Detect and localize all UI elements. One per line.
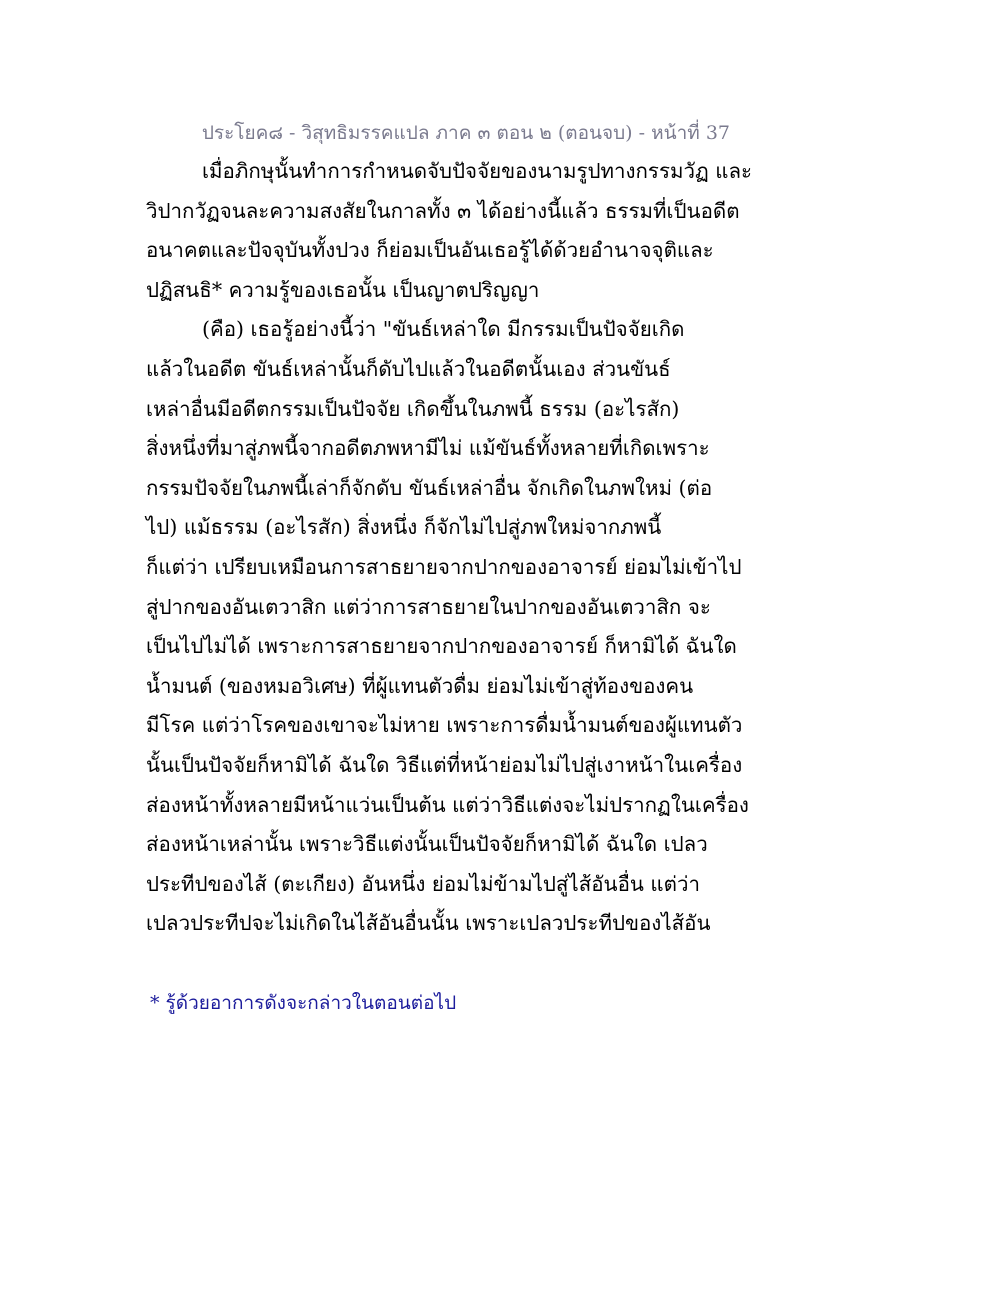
text-line: วิปากวัฏจนละความสงสัยในกาลทั้ง ๓ ได้อย่างนี้แล้ว ธรรมที่เป็นอดีต [146,198,740,223]
text-line: น้ำมนต์ (ของหมอวิเศษ) ที่ผู้แทนตัวดื่ม ย่อมไม่เข้าสู่ท้องของคน [146,673,694,698]
text-line: มีโรค แต่ว่าโรคของเขาจะไม่หาย เพราะการดื่มน้ำมนต์ของผู้แทนตัว [146,713,743,738]
text-line: ปฏิสนธิ* ความรู้ของเธอนั้น เป็นญาตปริญญา [146,277,540,302]
text-line: สู่ปากของอันเตวาสิก แต่ว่าการสาธยายในปากของอันเตวาสิก จะ [146,594,711,619]
text-line: อนาคตและปัจจุบันทั้งปวง ก็ย่อมเป็นอันเธอรู้ได้ด้วยอำนาจจุติและ [146,238,714,263]
text-line: ไป) แม้ธรรม (อะไรสัก) สิ่งหนึ่ง ก็จักไม่ไปสู่ภพใหม่จากภพนี้ [146,515,662,540]
footnote: * รู้ด้วยอาการดังจะกล่าวในตอนต่อไป [150,992,457,1014]
body-text [146,152,753,944]
text-line: แล้วในอดีต ขันธ์เหล่านั้นก็ดับไปแล้วในอดีตนั้นเอง ส่วนขันธ์ [146,356,671,381]
text-line: เป็นไปไม่ได้ เพราะการสาธยายจากปากของอาจารย์ ก็หามิได้ ฉันใด [146,634,737,659]
text-line: เหล่าอื่นมีอดีตกรรมเป็นปัจจัย เกิดขึ้นในภพนี้ ธรรม (อะไรสัก) [146,396,680,421]
text-line: นั้นเป็นปัจจัยก็หามิได้ ฉันใด วิธีแต่ที่หน้าย่อมไม่ไปสู่เงาหน้าในเครื่อง [146,752,743,777]
running-header: ประโยค๘ - วิสุทธิมรรคแปล ภาค ๓ ตอน ๒ (ตอนจบ) - หน้าที่ 37 [201,122,730,144]
text-line: ส่องหน้าทั้งหลายมีหน้าแว่นเป็นต้น แต่ว่าวิธีแต่งจะไม่ปรากฏในเครื่อง [146,792,749,817]
text-line: กรรมปัจจัยในภพนี้เล่าก็จักดับ ขันธ์เหล่าอื่น จักเกิดในภพใหม่ (ต่อ [146,475,713,500]
text-line: ประทีปของไส้ (ตะเกียง) อันหนึ่ง ย่อมไม่ข้ามไปสู่ไส้อันอื่น แต่ว่า [146,871,700,896]
text-line: ก็แต่ว่า เปรียบเหมือนการสาธยายจากปากของอาจารย์ ย่อมไม่เข้าไป [146,554,742,579]
text-line: (คือ) เธอรู้อย่างนี้ว่า "ขันธ์เหล่าใด มีกรรมเป็นปัจจัยเกิด [202,317,685,342]
text-line: สิ่งหนึ่งที่มาสู่ภพนี้จากอดีตภพหามีไม่ แม้ขันธ์ทั้งหลายที่เกิดเพราะ [146,436,710,461]
text-line: ส่องหน้าเหล่านั้น เพราะวิธีแต่งนั้นเป็นปัจจัยก็หามิได้ ฉันใด เปลว [146,832,708,857]
text-line: เมื่อภิกษุนั้นทำการกำหนดจับปัจจัยของนามรูปทางกรรมวัฏ และ [202,159,753,183]
text-line: เปลวประทีปจะไม่เกิดในไส้อันอื่นนั้น เพราะเปลวประทีปของไส้อัน [146,911,711,936]
